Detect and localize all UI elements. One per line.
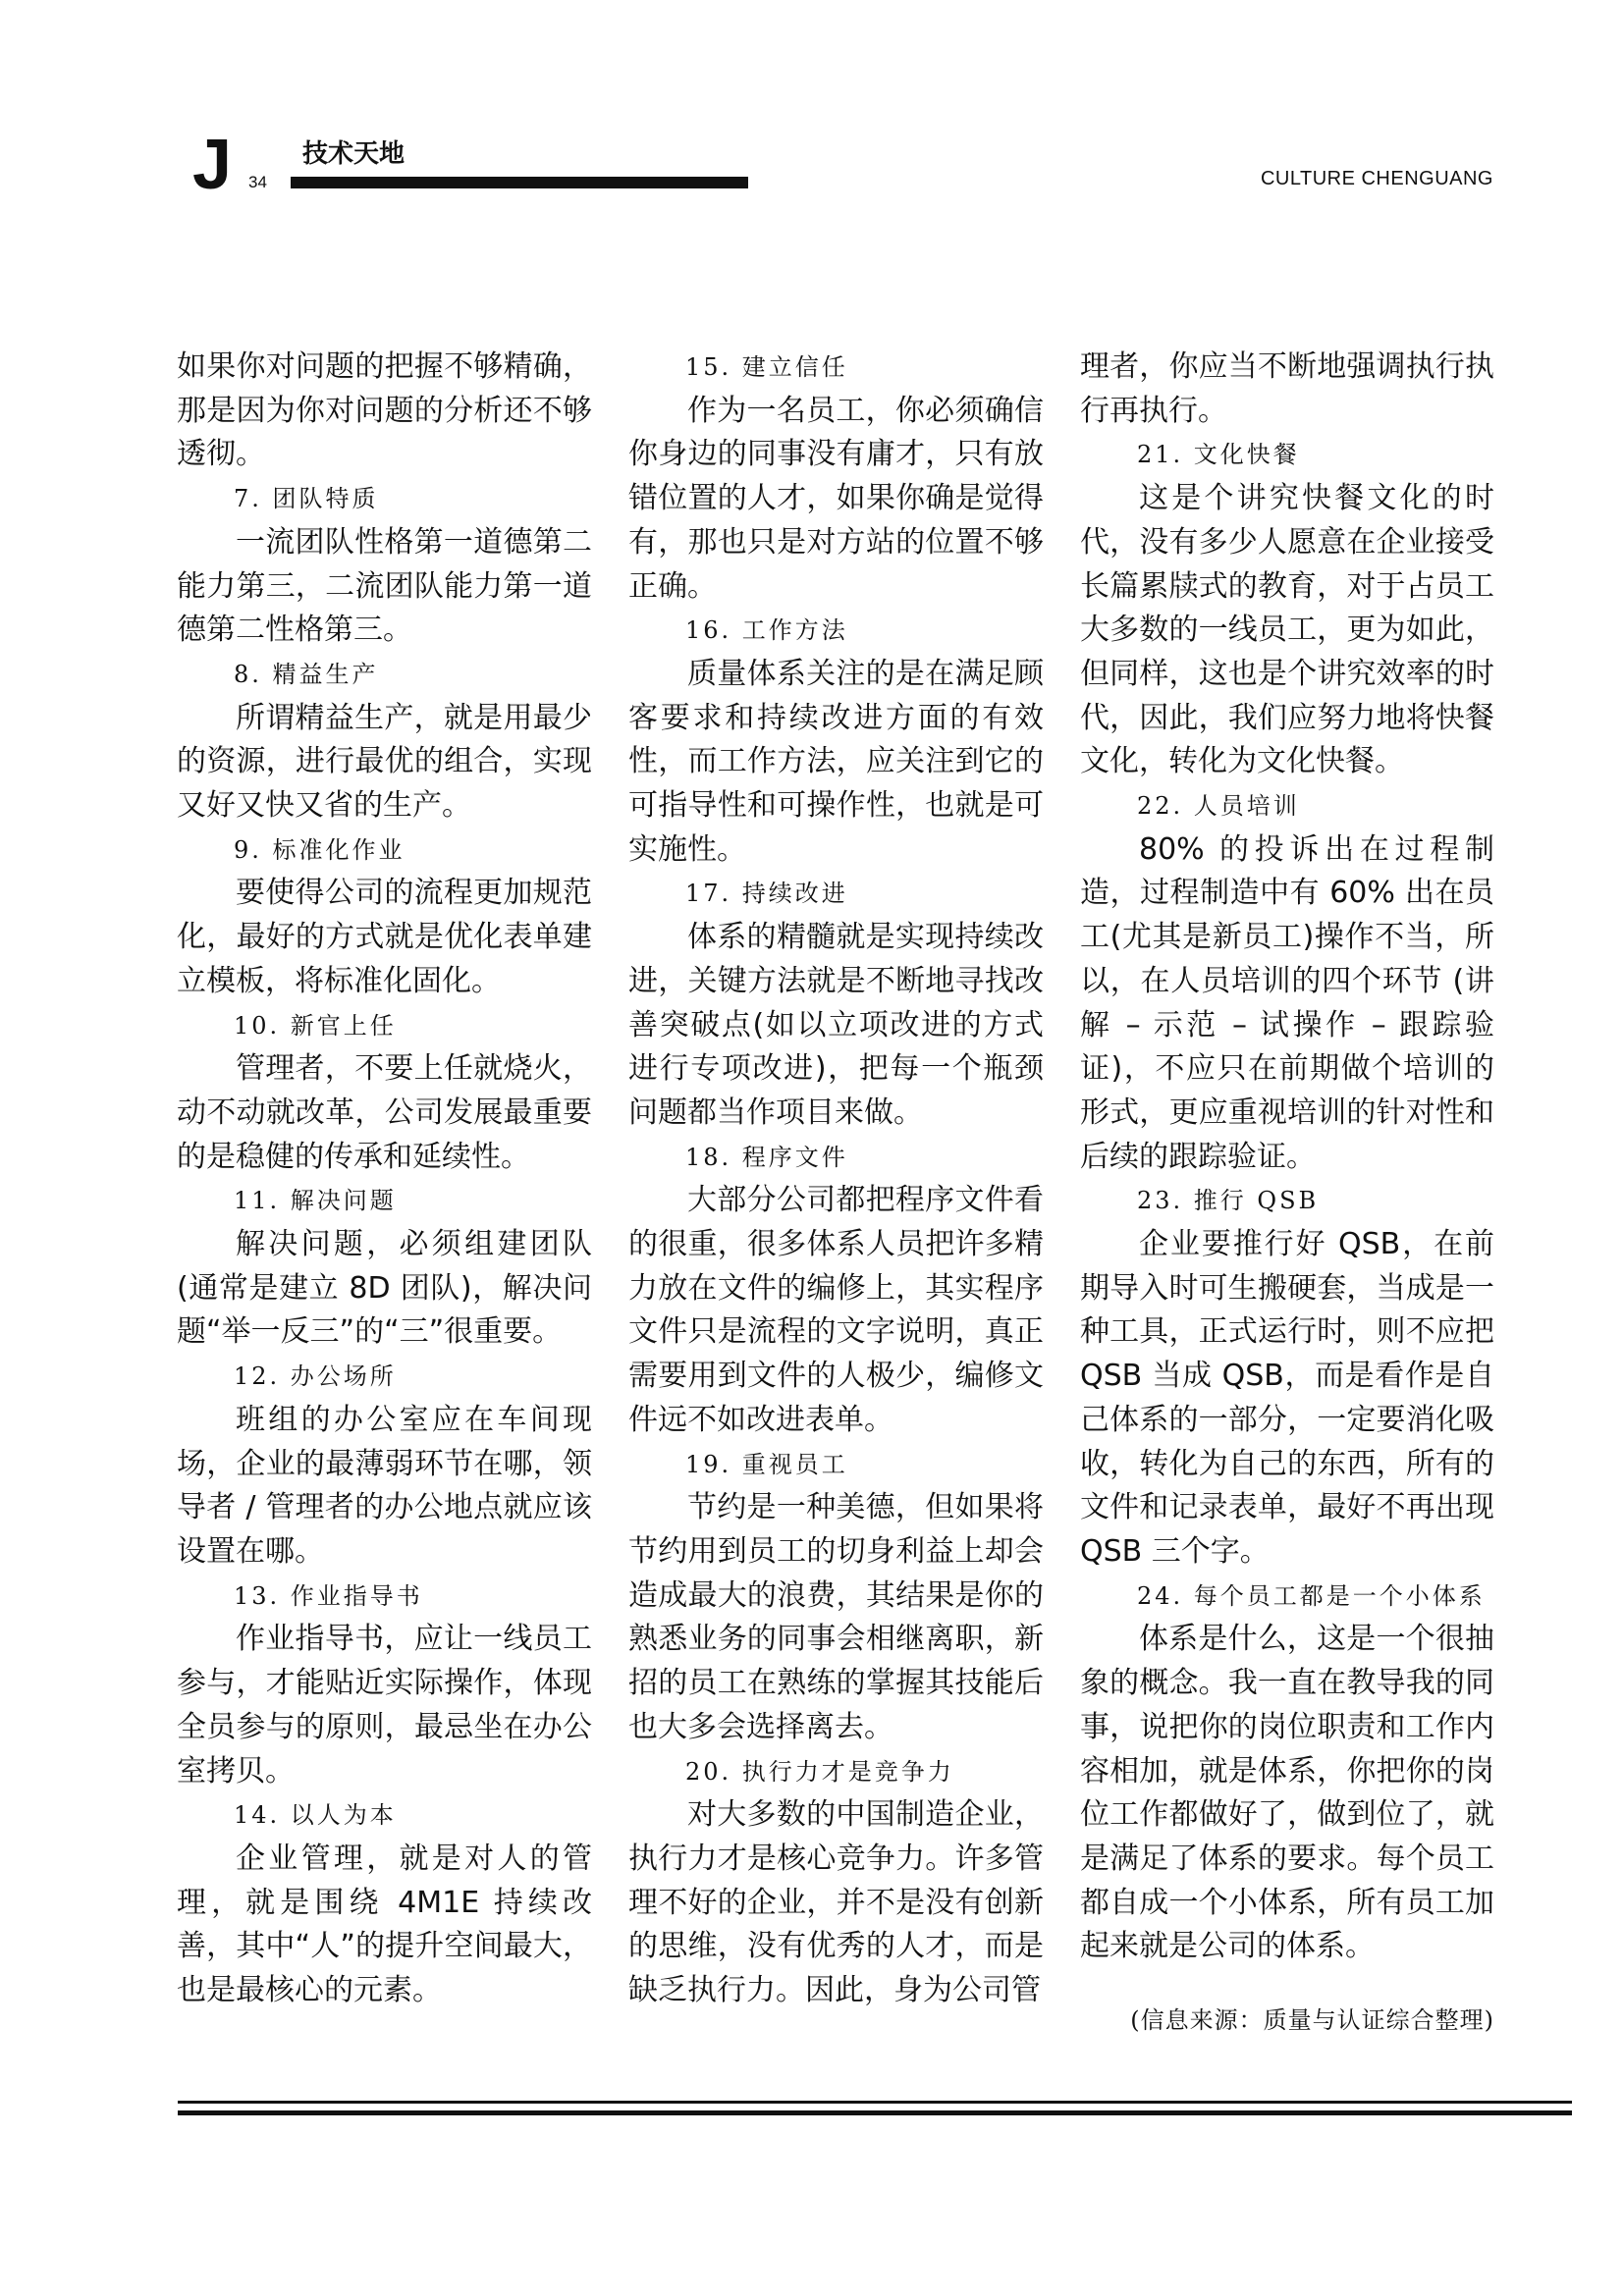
footer-rule-thick — [178, 2110, 1572, 2115]
paragraph: 企业管理，就是对人的管理，就是围绕 4M1E 持续改善，其中“人”的提升空间最大，也是最核心的元素。 — [177, 1841, 592, 2008]
paragraph: 对大多数的中国制造企业，执行力才是核心竞争力。许多管理不好的企业，并不是没有创新的思维，没有优秀的人才，而是缺乏执行力。因此，身为公司管 — [628, 1797, 1044, 2008]
section-heading: 16. 工作方法 — [685, 616, 848, 645]
section-heading: 8. 精益生产 — [234, 660, 379, 688]
paragraph: 理者，你应当不断地强调执行执行再执行。 — [1080, 349, 1494, 428]
footer-rule-thin — [178, 2101, 1572, 2104]
section-heading: 24. 每个员工都是一个小体系 — [1137, 1581, 1486, 1610]
paragraph: 作为一名员工，你必须确信你身边的同事没有庸才，只有放错位置的人才，如果你确是觉得有，那也只是对方站的位置不够正确。 — [628, 393, 1044, 604]
section-heading: 20. 执行力才是竞争力 — [685, 1757, 954, 1786]
header-rule — [291, 177, 748, 188]
paragraph: 体系的精髓就是实现持续改进，关键方法就是不断地寻找改善突破点(如以立项改进的方式进行专项改进)，把每一个瓶颈问题都当作项目来做。 — [628, 920, 1044, 1130]
section-heading: 11. 解决问题 — [234, 1187, 397, 1215]
paragraph: 解决问题，必须组建团队(通常是建立 8D 团队)，解决问题“举一反三”的“三”很重要。 — [177, 1227, 592, 1350]
paragraph: 质量体系关注的是在满足顾客要求和持续改进方面的有效性，而工作方法，应关注到它的可指导性和可操作性，也就是可实施性。 — [628, 656, 1044, 867]
section-heading: 22. 人员培训 — [1137, 792, 1300, 821]
paragraph: 80% 的投诉出在过程制造，过程制造中有 60% 出在员工(尤其是新员工)操作不当，所以，在人员培训的四个环节 (讲解 – 示范 – 试操作 – 跟踪验证)，不应只在前期做个培训的形式，更应重视培训的针对性和后续的跟踪验证。 — [1080, 831, 1494, 1174]
section-heading: 21. 文化快餐 — [1137, 441, 1300, 469]
section-title: 技术天地 — [302, 139, 406, 169]
paragraph: 如果你对问题的把握不够精确，那是因为你对问题的分析还不够透彻。 — [177, 349, 592, 472]
paragraph: 要使得公司的流程更加规范化，最好的方式就是优化表单建立模板，将标准化固化。 — [177, 876, 592, 998]
paragraph: 节约是一种美德，但如果将节约用到员工的切身利益上却会造成最大的浪费，其结果是你的熟悉业务的同事会相继离职，新招的员工在熟练的掌握其技能后也大多会选择离去。 — [628, 1490, 1044, 1744]
journal-letter: J — [192, 126, 233, 204]
paragraph: 所谓精益生产，就是用最少的资源，进行最优的组合，实现又好又快又省的生产。 — [177, 700, 592, 824]
paragraph: 作业指导书，应让一线员工参与，才能贴近实际操作，体现全员参与的原则，最忌坐在办公室拷贝。 — [177, 1622, 592, 1789]
page-number: 34 — [248, 173, 267, 191]
section-heading: 10. 新官上任 — [234, 1011, 397, 1040]
section-heading: 19. 重视员工 — [685, 1450, 848, 1478]
paragraph: 班组的办公室应在车间现场，企业的最薄弱环节在哪，领导者 / 管理者的办公地点就应该设置在哪。 — [177, 1402, 592, 1569]
section-heading: 14. 以人为本 — [234, 1801, 397, 1830]
paragraph: 这是个讲究快餐文化的时代，没有多少人愿意在企业接受长篇累牍式的教育，对于占员工大多数的一线员工，更为如此，但同样，这也是个讲究效率的时代，因此，我们应努力地将快餐文化，转化为文化快餐。 — [1080, 481, 1494, 779]
article-column-2 — [628, 346, 1044, 2013]
article-column-1 — [177, 346, 592, 2013]
section-heading: 12. 办公场所 — [234, 1362, 397, 1391]
paragraph: 大部分公司都把程序文件看的很重，很多体系人员把许多精力放在文件的编修上，其实程序文件只是流程的文字说明，真正需要用到文件的人极少，编修文件远不如改进表单。 — [628, 1183, 1044, 1437]
section-heading: 17. 持续改进 — [685, 880, 848, 908]
section-heading: 13. 作业指导书 — [234, 1581, 423, 1610]
section-heading: 9. 标准化作业 — [234, 835, 406, 864]
paragraph: 一流团队性格第一道德第二能力第三，二流团队能力第一道德第二性格第三。 — [177, 524, 592, 648]
source-note: (信息来源：质量与认证综合整理) — [1130, 2006, 1494, 2035]
paragraph: 企业要推行好 QSB，在前期导入时可生搬硬套，当成是一种工具，正式运行时，则不应把 QSB 当成 QSB，而是看作是自己体系的一部分，一定要消化吸收，转化为自己的东西，所有的文件和记录表单，最好不再出现 QSB 三个字。 — [1080, 1227, 1494, 1569]
section-heading: 18. 程序文件 — [685, 1143, 848, 1171]
paragraph: 体系是什么，这是一个很抽象的概念。我一直在教导我的同事，说把你的岗位职责和工作内容相加，就是体系，你把你的岗位工作都做好了，做到位了，就是满足了体系的要求。每个员工都自成一个小体系，所有员工加起来就是公司的体系。 — [1080, 1622, 1494, 1964]
section-heading: 7. 团队特质 — [234, 485, 379, 513]
magazine-name: CULTURE CHENGUANG — [1260, 168, 1493, 189]
paragraph: 管理者，不要上任就烧火，动不动就改革，公司发展最重要的是稳健的传承和延续性。 — [177, 1051, 592, 1174]
section-heading: 23. 推行 QSB — [1137, 1187, 1320, 1215]
section-heading: 15. 建立信任 — [685, 353, 848, 381]
article-column-3 — [1080, 346, 1494, 2043]
